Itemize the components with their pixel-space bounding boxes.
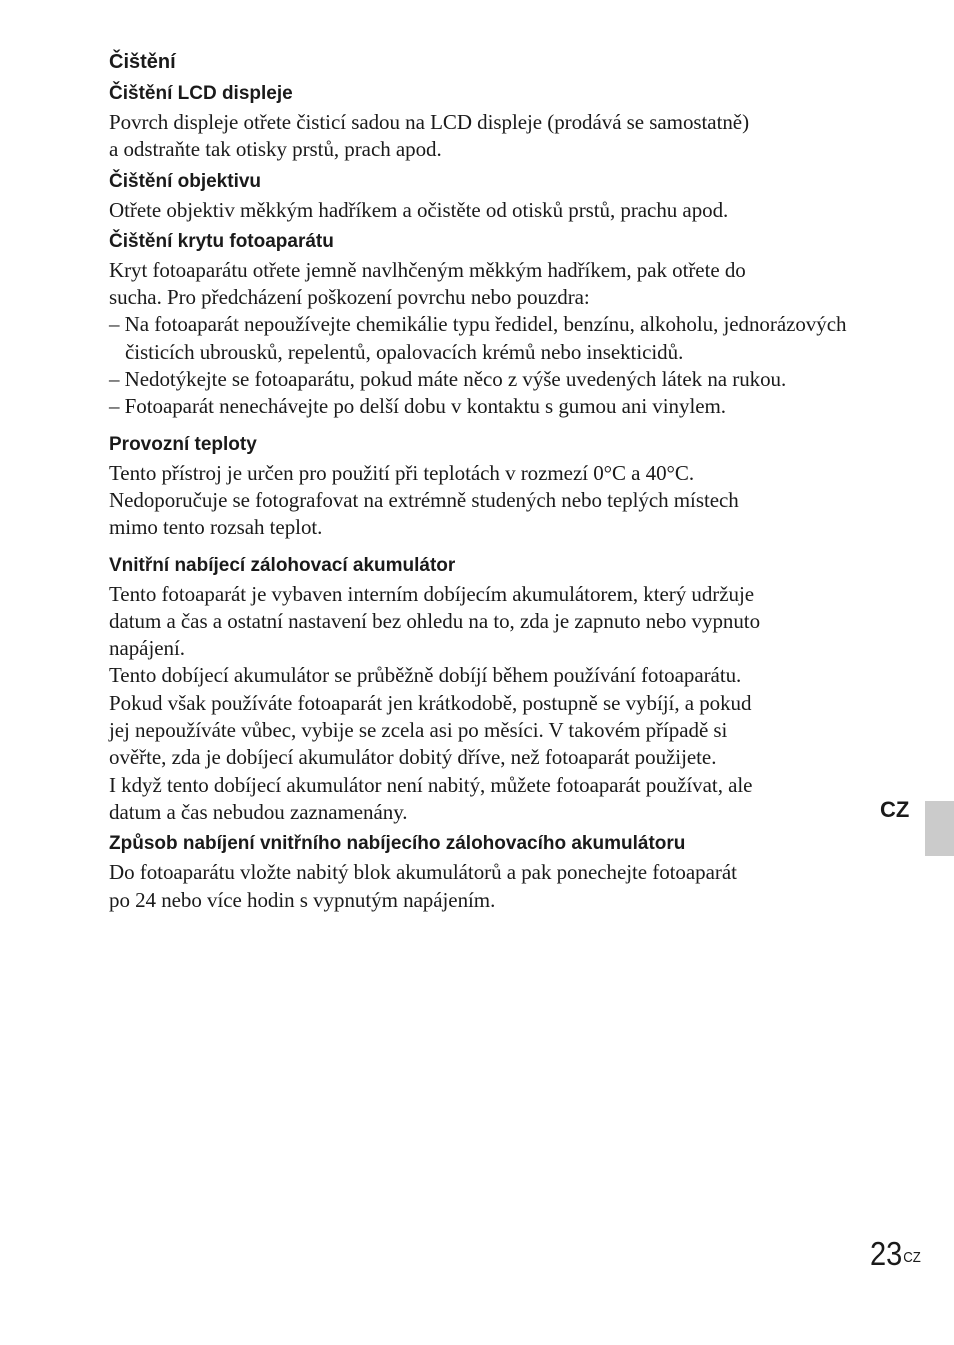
paragraph-lens [109,197,869,224]
text-line: Pokud však používáte fotoaparát jen krátkodobě, postupně se vybíjí, a pokud [109,690,752,715]
text-line: Nedoporučuje se fotografovat na extrémně studených nebo teplých místech [109,487,739,512]
text-line: jej nepoužíváte vůbec, vybije se zcela asi po měsíci. V takovém případě si [109,718,728,743]
subsection-title-body: Čištění krytu fotoaparátu [109,230,334,252]
text-line: Tento dobíjecí akumulátor se průběžně dobíjí během používání fotoaparátu. [109,663,742,688]
paragraph-battery [109,581,869,827]
text-line: Povrch displeje otřete čisticí sadou na LCD displeje (prodává se samostatně) [109,110,750,134]
list-item-chemicals: – Na fotoaparát nepoužívejte chemikálie typu ředidel, benzínu, alkoholu, jednorázových čisticích ubrousků, repelentů, opalovacích krémů nebo insekticidů. [109,312,847,364]
language-tab-marker [925,801,954,856]
subsection-title-lcd: Čištění LCD displeje [109,83,293,104]
text-line: po 24 nebo více hodin s vypnutým napájením. [109,887,496,912]
text-line: mimo tento rozsah teplot. [109,515,323,540]
page-number [870,1232,921,1276]
text-line: napájení. [109,636,185,661]
paragraph-lcd [109,109,869,164]
language-tab-label: CZ [880,797,910,822]
list-item-touch: – Nedotýkejte se fotoaparátu, pokud máte něco z výše uvedených látek na rukou. [109,367,787,392]
paragraph-charging [109,859,869,914]
text-line: datum a čas nebudou zaznamenány. [109,799,408,824]
text-line: I když tento dobíjecí akumulátor není nabitý, můžete fotoaparát používat, ale [109,772,753,797]
text-line: Tento fotoaparát je vybaven interním dobíjecím akumulátorem, který udržuje [109,581,755,606]
text-line: sucha. Pro předcházení poškození povrchu nebo pouzdra: [109,285,590,310]
text-line: ověřte, zda je dobíjecí akumulátor dobitý dříve, než fotoaparát použijete. [109,745,717,770]
text-line: Tento přístroj je určen pro použití při teplotách v rozmezí 0°C a 40°C. [109,460,695,485]
text-line: Do fotoaparátu vložte nabitý blok akumulátorů a pak ponechejte fotoaparát [109,860,737,885]
page-number-value: 23 [870,1235,903,1272]
text-line: Otřete objektiv měkkým hadříkem a očistěte od otisků prstů, prachu apod. [109,197,729,222]
paragraph-body [109,257,869,312]
text-line: datum a čas a ostatní nastavení bez ohledu na to, zda je zapnuto nebo vypnuto [109,608,761,633]
text-line: a odstraňte tak otisky prstů, prach apod. [109,137,442,162]
subsection-title-charging: Způsob nabíjení vnitřního nabíjecího zálohovacího akumulátoru [109,833,686,855]
section-title-cleaning: Čištění [109,51,176,73]
page-content [109,48,869,914]
text-line: Kryt fotoaparátu otřete jemně navlhčeným měkkým hadříkem, pak otřete do [109,257,746,282]
page-number-suffix: CZ [903,1249,921,1266]
section-title-temperature: Provozní teploty [109,433,257,455]
list-item-rubber: – Fotoaparát nenechávejte po delší dobu v kontaktu s gumou ani vinylem. [109,394,726,419]
section-title-battery: Vnitřní nabíjecí zálohovací akumulátor [109,554,456,576]
paragraph-temperature [109,460,869,542]
subsection-title-lens: Čištění objektivu [109,170,262,192]
